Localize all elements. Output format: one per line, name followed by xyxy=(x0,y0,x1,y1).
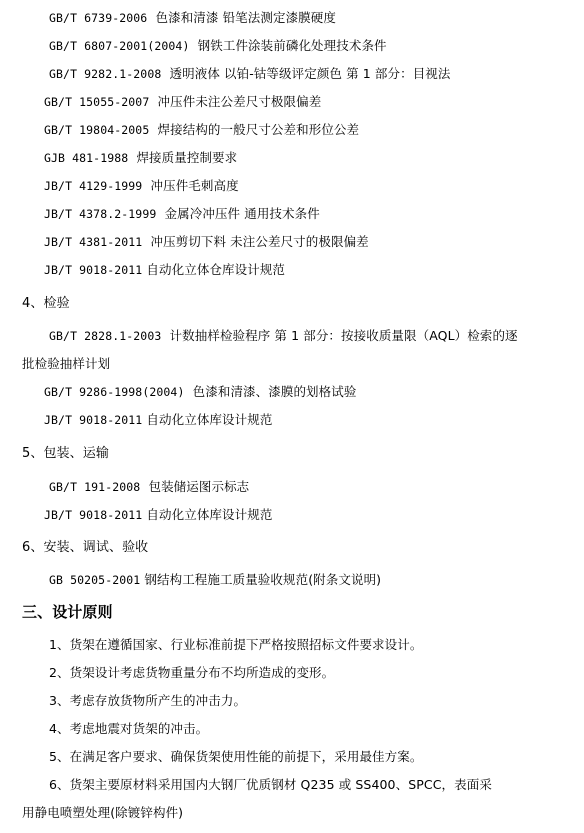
section-4-title: 4、检验 xyxy=(22,296,70,311)
standard-item xyxy=(44,122,359,138)
principle-item-continuation: 用静电喷塑处理(除镀锌构件) xyxy=(22,805,184,820)
standard-title: 焊接结构的一般尺寸公差和形位公差 xyxy=(157,122,360,137)
standard-title: 包装储运图示标志 xyxy=(148,479,250,494)
standard-title: 透明液体 以铂-钴等级评定颜色 第 1 部分：目视法 xyxy=(169,66,451,81)
standard-item xyxy=(44,206,320,222)
section-5-title: 5、包装、运输 xyxy=(22,446,109,461)
standard-code: GB/T 15055-2007 xyxy=(44,95,150,109)
section-6-title: 6、安装、调试、验收 xyxy=(22,540,149,555)
principle-item: 6、货架主要原材料采用国内大钢厂优质钢材 Q235 或 SS400、SPCC，表面采 xyxy=(49,777,492,792)
standard-item xyxy=(44,178,239,194)
standard-code: GB/T 6739-2006 xyxy=(49,11,148,25)
standard-item xyxy=(49,328,518,344)
standard-code: JB/T 4378.2-1999 xyxy=(44,207,157,221)
standard-item xyxy=(49,38,387,54)
standard-code: JB/T 9018-2011 xyxy=(44,263,143,277)
standard-title: 色漆和清漆、漆膜的划格试验 xyxy=(192,384,357,399)
standard-code: GB/T 9286-1998(2004) xyxy=(44,385,185,399)
standard-title: 自动化立体库设计规范 xyxy=(146,507,273,522)
standard-title: 计数抽样检验程序 第 1 部分：按接收质量限（AQL）检索的逐 xyxy=(169,328,518,343)
standard-title: 自动化立体仓库设计规范 xyxy=(146,262,286,277)
standard-item xyxy=(44,150,237,166)
standard-code: GB 50205-2001 xyxy=(49,573,141,587)
principle-item: 2、货架设计考虑货物重量分布不均所造成的变形。 xyxy=(49,665,335,680)
standard-code: GJB 481-1988 xyxy=(44,151,129,165)
standard-code: JB/T 9018-2011 xyxy=(44,413,143,427)
standard-title: 金属冷冲压件 通用技术条件 xyxy=(164,206,320,221)
standard-code: GB/T 2828.1-2003 xyxy=(49,329,162,343)
standard-item xyxy=(49,10,336,26)
standard-code: GB/T 19804-2005 xyxy=(44,123,150,137)
standard-item xyxy=(44,384,356,400)
standard-item xyxy=(44,412,272,428)
standard-title: 焊接质量控制要求 xyxy=(136,150,238,165)
principle-item: 3、考虑存放货物所产生的冲击力。 xyxy=(49,693,247,708)
standard-title: 钢结构工程施工质量验收规范(附条文说明) xyxy=(144,572,382,587)
standard-item xyxy=(49,479,249,495)
standard-item xyxy=(49,572,381,588)
standard-code: GB/T 191-2008 xyxy=(49,480,141,494)
design-principles-heading: 三、设计原则 xyxy=(22,603,113,621)
standard-title: 冲压件毛刺高度 xyxy=(150,178,239,193)
standard-title: 自动化立体库设计规范 xyxy=(146,412,273,427)
standard-title: 色漆和清漆 铅笔法测定漆膜硬度 xyxy=(155,10,336,25)
standard-item xyxy=(44,262,285,278)
standard-title: 钢铁工件涂装前磷化处理技术条件 xyxy=(197,38,387,53)
standard-code: JB/T 4129-1999 xyxy=(44,179,143,193)
standard-title: 冲压件未注公差尺寸极限偏差 xyxy=(157,94,322,109)
standard-item xyxy=(44,234,369,250)
standard-item xyxy=(44,94,321,110)
standard-item xyxy=(49,66,451,82)
standard-code: JB/T 4381-2011 xyxy=(44,235,143,249)
standard-item xyxy=(44,507,272,523)
standard-code: JB/T 9018-2011 xyxy=(44,508,143,522)
principle-item: 1、货架在遵循国家、行业标准前提下严格按照招标文件要求设计。 xyxy=(49,637,423,652)
standard-code: GB/T 9282.1-2008 xyxy=(49,67,162,81)
principle-item: 4、考虑地震对货架的冲击。 xyxy=(49,721,209,736)
standard-code: GB/T 6807-2001(2004) xyxy=(49,39,190,53)
standard-title: 冲压剪切下料 未注公差尺寸的极限偏差 xyxy=(150,234,369,249)
principle-item: 5、在满足客户要求、确保货架使用性能的前提下，采用最佳方案。 xyxy=(49,749,423,764)
standard-title-continuation: 批检验抽样计划 xyxy=(22,356,111,371)
